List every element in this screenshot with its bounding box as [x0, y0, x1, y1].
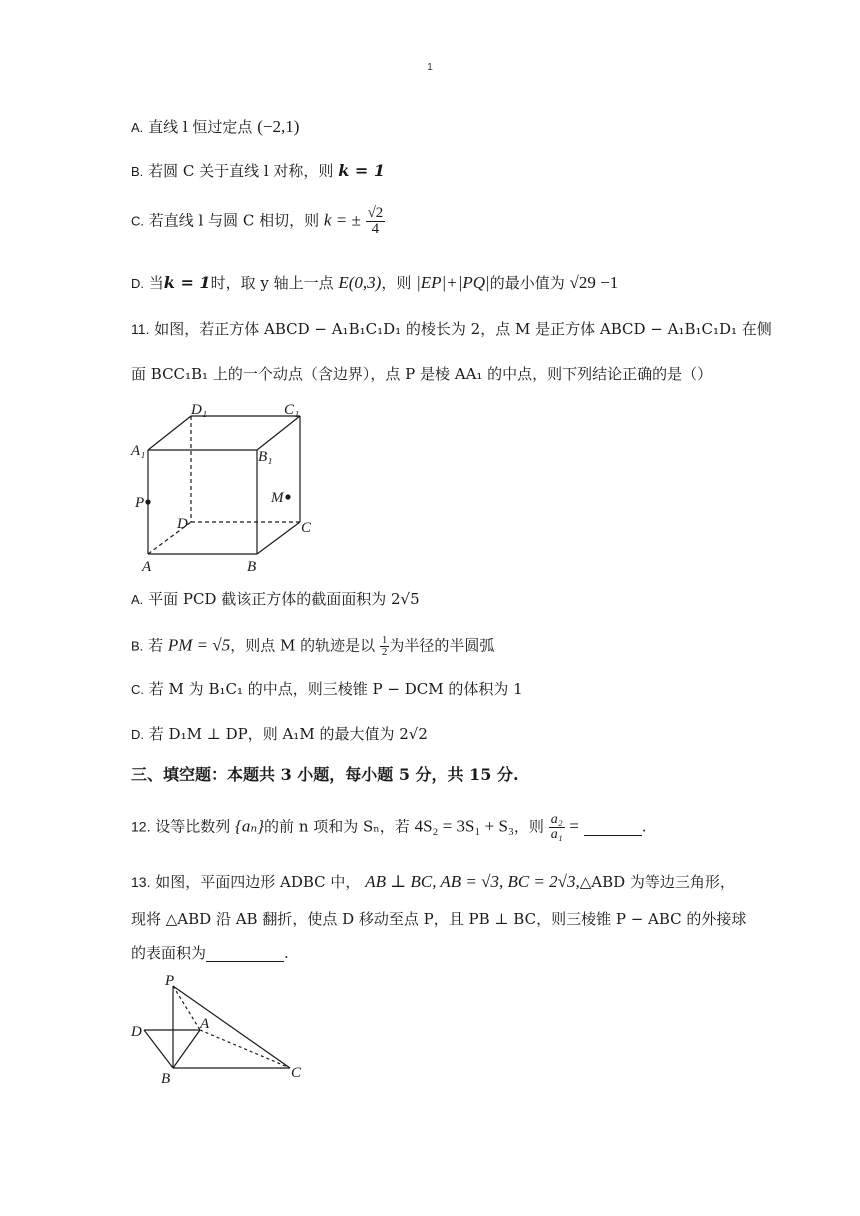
answer-blank-q13[interactable]	[206, 946, 284, 962]
label-p-13: P	[165, 973, 175, 989]
pyramid-figure	[128, 970, 318, 1090]
label-c-13: C	[291, 1065, 302, 1081]
q10-option-c: C. 若直线 l 与圆 C 相切，则 k = ± $\frac{√2}{4}$	[131, 205, 384, 237]
label-p: P	[135, 495, 145, 511]
k-equals-one: k = 1	[338, 161, 385, 180]
q11-stem-line2: 面 BCC₁B₁ 上的一个动点（含边界），点 P 是棱 AA₁ 的中点，则下列结论正确的是（）	[131, 365, 713, 383]
q10-option-d: D. 当k = 1时，取 y 轴上一点 E(0,3)，则 |EP|+|PQ|的最小值为 √29 −1	[131, 273, 619, 292]
q11-option-b: B. 若 PM = √5，则点 M 的轨迹是以 $\frac{1}{2}$ 为半径的半圆弧	[131, 634, 495, 658]
q11-option-a: A. 平面 PCD 截该正方体的截面面积为 2√5	[131, 590, 420, 608]
q11-option-d: D. 若 D₁M ⊥ DP，则 A₁M 的最大值为 2√2	[131, 725, 428, 743]
label-a: A	[142, 559, 152, 575]
fraction-sqrt2-over-4: $\frac{√2}{4}$	[367, 205, 384, 237]
label-a-13: A	[200, 1016, 210, 1032]
q13-stem-line2: 现将 △ABD 沿 AB 翻折，使点 D 移动至点 P，且 PB ⊥ BC，则三棱锥 P − ABC 的外接球	[131, 910, 747, 928]
q11-option-c: C. 若 M 为 B₁C₁ 的中点，则三棱锥 P − DCM 的体积为 1	[131, 680, 523, 698]
q10-option-b: B. 若圆 C 关于直线 l 对称，则 k = 1	[131, 161, 385, 180]
q13-stem-line1: 13. 如图，平面四边形 ADBC 中， AB ⊥ BC, AB = √3, BC = 2√3,△ABD 为等边三角形，	[131, 872, 735, 891]
fraction-a2-over-a1: $\frac{\text{a₂}}{\text{a₁}}$	[550, 812, 563, 842]
fraction-one-half: $\frac{1}{2}$	[381, 634, 388, 658]
cube-figure	[128, 400, 328, 575]
q12-stem: 12. 设等比数列 {aₙ}的前 n 项和为 Sₙ，若 4S₂ = 3S₁ + S₃，则 $\frac{\text{a₂}}{\text{a₁}}$ = .	[131, 812, 647, 842]
page-number: 1	[427, 62, 433, 73]
section-three-heading: 三、填空题：本题共 3 小题，每小题 5 分，共 15 分.	[131, 765, 519, 784]
label-c1: C₁	[284, 402, 300, 418]
q13-stem-line3: 的表面积为 .	[131, 944, 289, 962]
label-a1: A₁	[131, 443, 146, 459]
label-b: B	[247, 559, 257, 575]
label-d-13: D	[131, 1024, 142, 1040]
label-c: C	[301, 520, 312, 536]
point-m-dot	[285, 494, 290, 499]
label-b-13: B	[161, 1071, 171, 1087]
q11-stem-line1: 11. 如图，若正方体 ABCD − A₁B₁C₁D₁ 的棱长为 2，点 M 是正方体 ABCD − A₁B₁C₁D₁ 在侧	[131, 320, 772, 338]
label-d1: D₁	[191, 402, 208, 418]
q10-option-a: A. 直线 l 恒过定点 (−2,1)	[131, 117, 300, 136]
answer-blank-q12[interactable]	[584, 820, 642, 836]
point-p-dot	[145, 499, 150, 504]
label-m: M	[271, 490, 284, 506]
label-d: D	[177, 516, 188, 532]
label-b1: B₁	[258, 449, 273, 465]
fixed-point-math: (−2,1)	[257, 117, 300, 136]
